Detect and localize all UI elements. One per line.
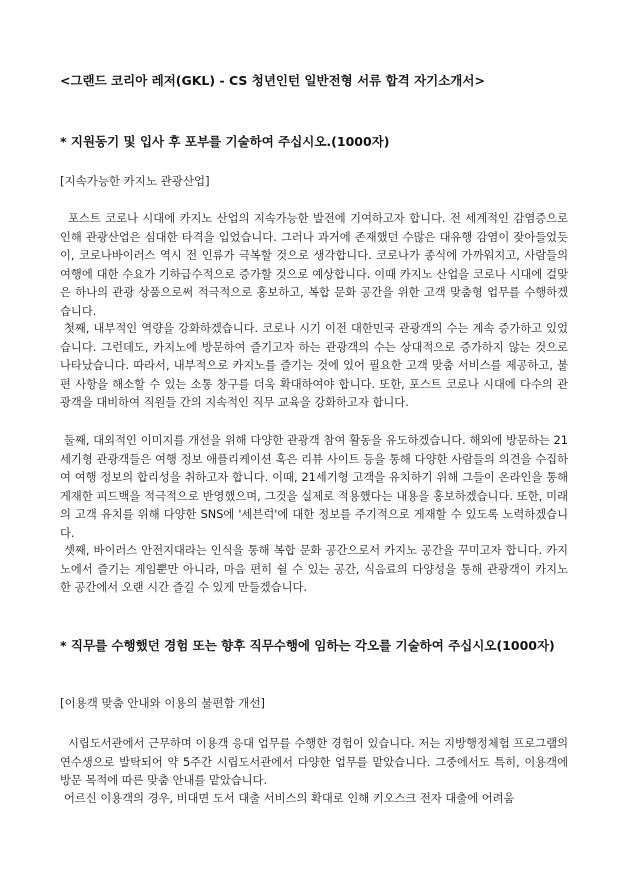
section-tag: [이용객 맞춤 안내와 이용의 불편함 개선] bbox=[60, 696, 265, 710]
paragraph: 첫째, 내부적인 역량을 강화하겠습니다. 코로나 시기 이전 대한민국 관광객의 수는 계속 증가하고 있었습니다. 그런데도, 카지노에 방문하여 즐기고자 하는 관광객의 수는 상대적으로 증가하지 않는 것으로 나타났습니다. 따라서, 내부적으로 카지노를 즐기는 것에 있어 필요한 고객 맞춤 서비스를 제공하고, 불편 사항을 해소할 수 있는 소통 창구를 더욱 확대하여야 합니다. 또한, 포스트 코로나 시대에 다수의 관광객을 대비하여 직원들 간의 지속적인 직무 교육을 강화하고자 합니다. bbox=[60, 322, 568, 409]
paragraph: 셋째, 바이러스 안전지대라는 인식을 통해 복합 문화 공간으로서 카지노 공간을 꾸미고자 합니다. 카지노에서 즐기는 게임뿐만 아니라, 마음 편히 쉴 수 있는 공간, 식음료의 다양성을 통해 관광객이 카지노 한 공간에서 오랜 시간 즐길 수 있게 만들겠습니다. bbox=[60, 544, 568, 594]
paragraph: 시립도서관에서 근무하며 이용객 응대 업무를 수행한 경험이 있습니다. 저는 지방행정체험 프로그램의 연수생으로 발탁되어 약 5주간 시립도서관에서 다양한 업무를 맡았습니다. 그중에서도 특히, 이용객에 방문 목적에 따른 맞춤 안내를 맡았습니다. bbox=[60, 737, 568, 787]
paragraph: 포스트 코로나 시대에 카지노 산업의 지속가능한 발전에 기여하고자 합니다. 전 세계적인 감염증으로 인해 관광산업은 심대한 타격을 입었습니다. 그러나 과거에 존재했던 수많은 대유행 감염이 잦아들었듯이, 코로나바이러스 역시 전 인류가 극복할 것으로 생각합니다. 코로나가 종식에 가까워지고, 사람들의 여행에 대한 수요가 기하급수적으로 증가할 것으로 예상합니다. 이때 카지노 산업을 코로나 시대에 걸맞은 하나의 관광 상품으로써 적극적으로 홍보하고, 복합 문화 공간을 위한 고객 맞춤형 업무를 수행하겠습니다. bbox=[60, 212, 568, 318]
question-motivation: * 지원동기 및 입사 후 포부를 기술하여 주십시오.(1000자) bbox=[60, 134, 390, 149]
document-title: <그랜드 코리아 레저(GKL) - CS 청년인턴 일반전형 서류 합격 자기소개서> bbox=[60, 73, 485, 88]
section-tag: [지속가능한 카지노 관광산업] bbox=[60, 174, 210, 188]
paragraph: 둘째, 대외적인 이미지를 개선을 위해 다양한 관광객 참여 활동을 유도하겠습니다. 해외에 방문하는 21세기형 관광객들은 여행 정보 애플리케이션 혹은 리뷰 사이트 등을 통해 다양한 사람들의 의견을 수집하여 여행 정보의 합리성을 취하고자 합니다. 이때, 21세기형 고객을 유치하기 위해 그들이 온라인을 통해 게재한 피드백을 적극적으로 반영했으며, 그것을 실제로 적용했다는 내용을 홍보하겠습니다. 또한, 미래의 고객 유치를 위해 다양한 SNS에 '세븐럭'에 대한 정보를 주기적으로 게재할 수 있도록 노력하겠습니다. bbox=[60, 434, 568, 540]
paragraph: 어르신 이용객의 경우, 비대면 도서 대출 서비스의 확대로 인해 키오스크 전자 대출에 어려움 bbox=[64, 792, 515, 805]
question-experience: * 직무를 수행했던 경험 또는 향후 직무수행에 임하는 각오를 기술하여 주십시오(1000자) bbox=[60, 638, 555, 653]
